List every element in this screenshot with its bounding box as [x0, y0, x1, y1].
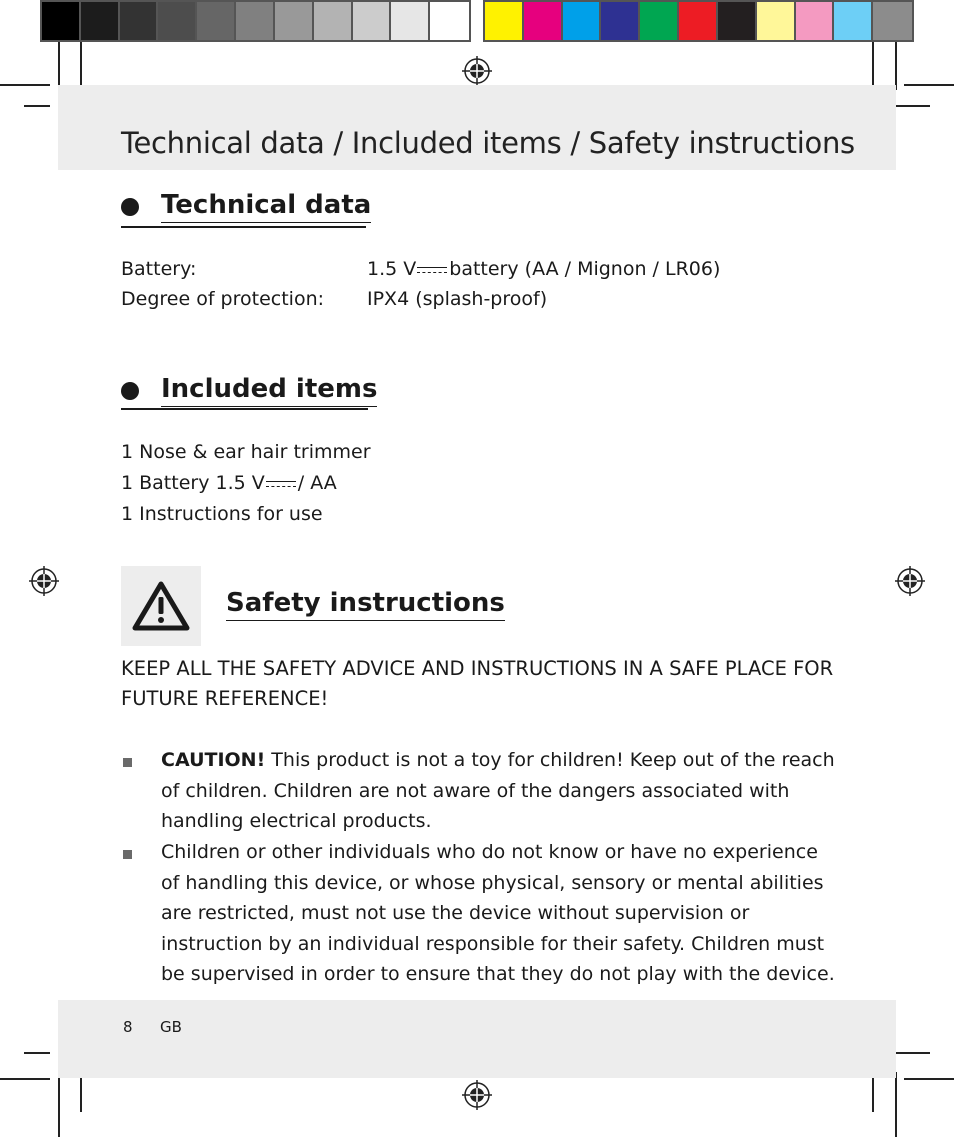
- battery-value: [367, 258, 720, 280]
- safety-bullet-text: [161, 745, 841, 837]
- grayscale-calibration-bar: [40, 0, 471, 42]
- caution-text: This product is not a toy for children! Keep out of the reach of children. Children are not aware of the dangers associated with handling electrical products.: [161, 749, 835, 832]
- color-swatch: [485, 2, 524, 40]
- heading-underline: [121, 226, 366, 228]
- registration-mark-icon: [29, 566, 59, 596]
- color-swatch: [524, 2, 563, 40]
- crop-mark: [24, 105, 50, 107]
- crop-mark: [58, 42, 60, 90]
- crop-mark: [904, 1078, 954, 1080]
- color-swatch: [679, 2, 718, 40]
- color-calibration-bar: [483, 0, 914, 42]
- color-swatch: [236, 2, 275, 40]
- included-item: 1 Nose & ear hair trimmer: [121, 441, 371, 463]
- included-item: [121, 472, 337, 494]
- battery-voltage: 1.5 V: [367, 258, 417, 280]
- color-swatch: [275, 2, 314, 40]
- color-swatch: [158, 2, 197, 40]
- color-swatch: [42, 2, 81, 40]
- crop-mark: [80, 42, 82, 90]
- included-items-heading: [121, 374, 377, 407]
- registration-mark-icon: [462, 56, 492, 86]
- battery-label: Battery:: [121, 258, 197, 280]
- registration-mark-icon: [462, 1080, 492, 1110]
- crop-mark: [872, 42, 874, 90]
- heading-underline: [121, 408, 368, 410]
- square-bullet-icon: [123, 758, 132, 767]
- color-swatch: [757, 2, 796, 40]
- protection-value: IPX4 (splash-proof): [367, 288, 548, 310]
- square-bullet-icon: [123, 850, 132, 859]
- color-swatch: [197, 2, 236, 40]
- heading-bullet-icon: [121, 382, 139, 400]
- page-number: 8: [123, 1018, 133, 1036]
- crop-mark: [872, 1072, 874, 1112]
- language-code: GB: [160, 1018, 182, 1036]
- keep-instructions-notice: KEEP ALL THE SAFETY ADVICE AND INSTRUCTIONS IN A SAFE PLACE FOR FUTURE REFERENCE!: [121, 657, 834, 710]
- color-swatch: [391, 2, 430, 40]
- caution-label: CAUTION!: [161, 749, 266, 771]
- battery-type: battery (AA / Mignon / LR06): [449, 258, 721, 280]
- dc-current-icon: [417, 264, 447, 276]
- color-swatch: [353, 2, 392, 40]
- crop-mark: [80, 1072, 82, 1112]
- technical-data-title: Technical data: [161, 190, 371, 223]
- crop-mark: [895, 1072, 897, 1137]
- page-title: Technical data / Included items / Safety instructions: [121, 126, 855, 160]
- crop-mark: [24, 1052, 50, 1054]
- color-swatch: [430, 2, 469, 40]
- technical-data-heading: [121, 190, 371, 223]
- color-swatch: [718, 2, 757, 40]
- warning-icon-box: [121, 566, 201, 646]
- safety-instructions-title: Safety instructions: [226, 588, 505, 621]
- footer-band: [58, 1000, 896, 1078]
- included-item-battery: 1 Battery 1.5 V: [121, 472, 265, 494]
- dc-current-icon: [266, 478, 296, 490]
- crop-mark: [58, 1072, 60, 1137]
- crop-mark: [0, 1078, 50, 1080]
- included-item: 1 Instructions for use: [121, 503, 323, 525]
- color-swatch: [640, 2, 679, 40]
- included-item-battery-type: / AA: [297, 472, 337, 494]
- color-swatch: [601, 2, 640, 40]
- color-swatch: [120, 2, 159, 40]
- protection-label: Degree of protection:: [121, 288, 325, 310]
- safety-bullet-text: Children or other individuals who do not know or have no experience of handling this device, or whose physical, sensory or mental abilities are restricted, must not use the device without supervision or instruction by an individual responsible for their safety. Children must be supervised in order to ensure that they do not play with the device.: [161, 841, 835, 985]
- crop-mark: [904, 84, 954, 86]
- crop-mark: [895, 42, 897, 90]
- color-swatch: [834, 2, 873, 40]
- color-swatch: [796, 2, 835, 40]
- color-swatch: [873, 2, 912, 40]
- color-swatch: [314, 2, 353, 40]
- color-swatch: [81, 2, 120, 40]
- heading-bullet-icon: [121, 198, 139, 216]
- included-items-title: Included items: [161, 374, 377, 407]
- color-swatch: [563, 2, 602, 40]
- crop-mark: [0, 84, 50, 86]
- warning-triangle-icon: [130, 579, 192, 633]
- registration-mark-icon: [895, 566, 925, 596]
